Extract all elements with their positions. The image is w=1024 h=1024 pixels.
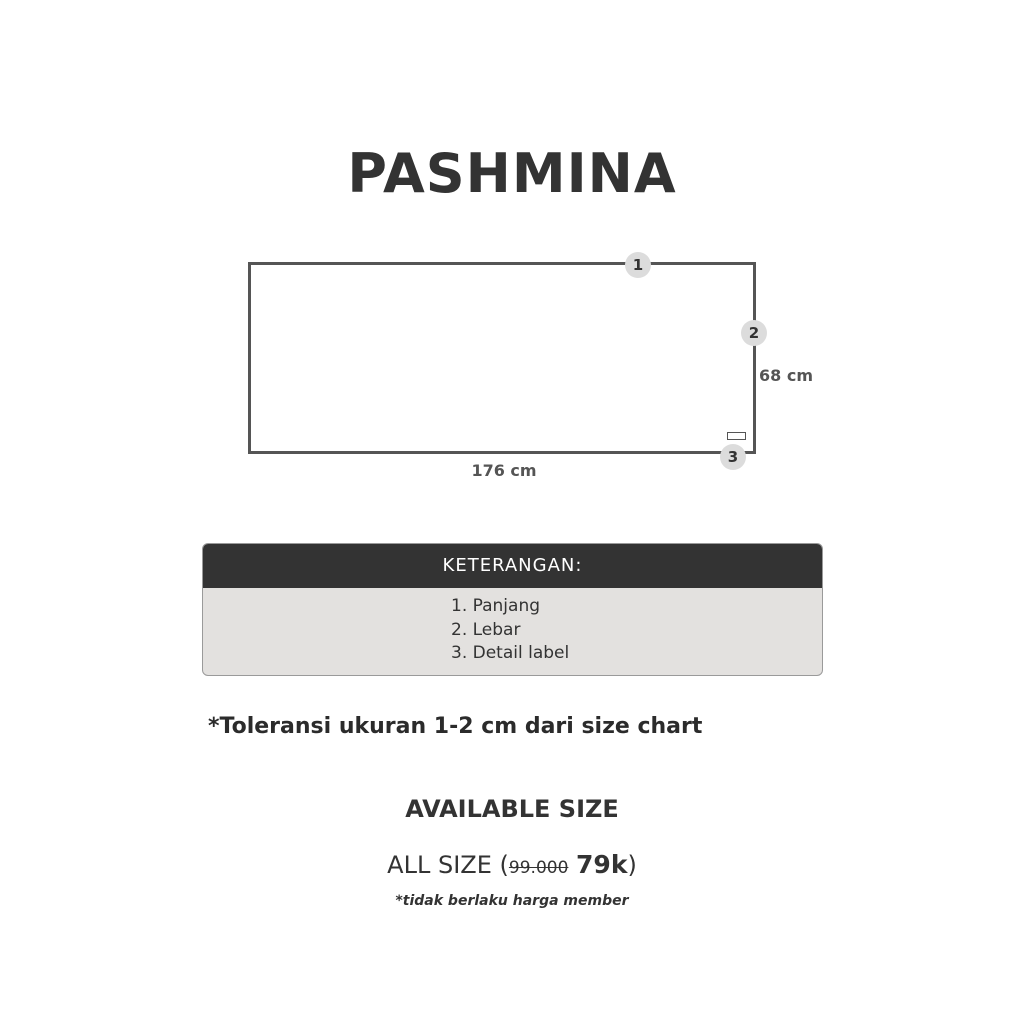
member-price-note: *tidak berlaku harga member (395, 893, 629, 909)
available-size-heading: AVAILABLE SIZE (405, 795, 619, 823)
legend-box (202, 543, 823, 676)
tolerance-note: *Toleransi ukuran 1-2 cm dari size chart (208, 714, 703, 739)
width-dimension-label: 176 cm (471, 461, 537, 480)
marker-length: 1 (625, 252, 651, 278)
close-paren: ) (627, 851, 637, 879)
legend-list (451, 595, 822, 666)
marker-width: 2 (741, 320, 767, 346)
marker-label-detail: 3 (720, 444, 746, 470)
new-price: 79k (576, 850, 628, 879)
scarf-outline-diagram (248, 262, 756, 454)
legend-item-width: 2. Lebar (451, 619, 521, 640)
open-paren: ( (499, 851, 509, 879)
page-title: PASHMINA (347, 142, 677, 205)
old-price: 99.000 (508, 858, 569, 878)
label-tag-icon (727, 432, 746, 440)
size-label: ALL SIZE (387, 851, 492, 879)
legend-item-length: 1. Panjang (451, 596, 541, 616)
height-dimension-label: 68 cm (759, 366, 813, 385)
legend-heading: KETERANGAN: (203, 544, 822, 588)
price-line (0, 850, 1024, 879)
legend-item-label: 3. Detail label (451, 643, 570, 663)
